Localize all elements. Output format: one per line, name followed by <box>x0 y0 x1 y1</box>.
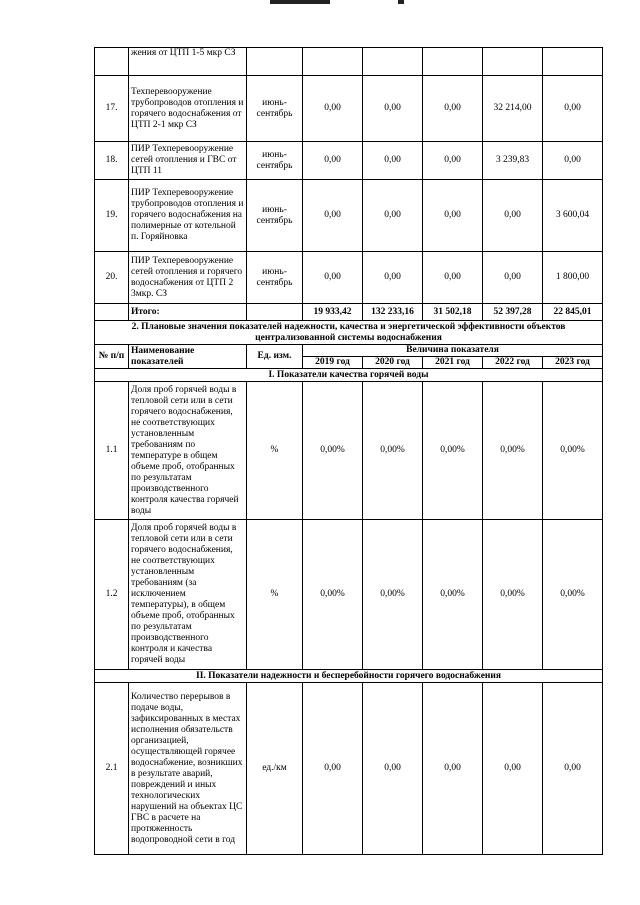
total-label: Итого: <box>129 304 247 321</box>
value-cell: 0,00 <box>303 180 363 252</box>
group-row <box>95 670 603 683</box>
value-cell: 0,00 <box>423 252 483 304</box>
value-cell: 0,00 <box>363 683 423 855</box>
total-value: 52 397,28 <box>483 304 543 321</box>
work-period: июнь-сентябрь <box>247 142 303 180</box>
table-row <box>95 252 603 304</box>
header-number: № п/п <box>95 345 129 369</box>
value-cell: 0,00 <box>543 142 603 180</box>
header-year: 2021 год <box>423 357 483 369</box>
value-cell: 0,00% <box>423 382 483 520</box>
table-row <box>95 76 603 142</box>
row-number: 17. <box>95 76 129 142</box>
row-number: 2.1 <box>95 683 129 855</box>
value-cell: 3 600,04 <box>543 180 603 252</box>
work-name: Техперевооружение трубопроводов отопления и горячего водоснабжения от ЦТП 2-1 мкр СЗ <box>129 76 247 142</box>
value-cell: 0,00 <box>303 252 363 304</box>
work-period: июнь-сентябрь <box>247 180 303 252</box>
work-name: ПИР Техперевооружение трубопроводов отопления и горячего водоснабжения на полимерные от котельной п. Горяйновка <box>129 180 247 252</box>
value-cell: 0,00 <box>483 683 543 855</box>
row-number: 20. <box>95 252 129 304</box>
total-value: 31 502,18 <box>423 304 483 321</box>
row-number: 1.2 <box>95 520 129 670</box>
section-title: 2. Плановые значения показателей надежности, качества и энергетической эффективности объектов централизованной системы водоснабжения <box>95 321 603 345</box>
value-cell: 0,00 <box>363 252 423 304</box>
value-cell: 0,00 <box>543 683 603 855</box>
value-cell: 0,00 <box>363 76 423 142</box>
row-number: 1.1 <box>95 382 129 520</box>
value-cell: 3 239,83 <box>483 142 543 180</box>
work-period: июнь-сентябрь <box>247 252 303 304</box>
indicator-unit: ед./км <box>247 683 303 855</box>
value-cell: 0,00 <box>423 683 483 855</box>
value-cell: 0,00% <box>543 520 603 670</box>
group-title: II. Показатели надежности и бесперебойности горячего водоснабжения <box>95 670 603 683</box>
value-cell: 0,00 <box>423 142 483 180</box>
value-cell: 0,00% <box>303 382 363 520</box>
indicator-name: Доля проб горячей воды в тепловой сети или в сети горячего водоснабжения, не соответствующих установленным требованиям по температуре в общем объеме проб, отобранных по результатам производственного контроля качества горячей воды <box>129 382 247 520</box>
work-name: ПИР Техперевооружение сетей отопления и горячего водоснабжения от ЦТП 2 3мкр. СЗ <box>129 252 247 304</box>
header-year: 2019 год <box>303 357 363 369</box>
indicator-name: Доля проб горячей воды в тепловой сети или в сети горячего водоснабжения, не соответствующих установленным требованиям (за исключением температуры), в общем объеме проб, отобранных по результатам производственного контроля и качества горячей воды <box>129 520 247 670</box>
value-cell: 0,00 <box>303 76 363 142</box>
value-cell: 0,00 <box>303 142 363 180</box>
value-cell: 0,00% <box>483 520 543 670</box>
value-cell: 1 800,00 <box>543 252 603 304</box>
section-title-row <box>95 321 603 345</box>
value-cell: 0,00 <box>423 76 483 142</box>
indicator-unit: % <box>247 382 303 520</box>
value-cell: 0,00% <box>363 520 423 670</box>
value-cell: 0,00 <box>483 180 543 252</box>
total-value: 19 933,42 <box>303 304 363 321</box>
work-name: жения от ЦТП 1-5 мкр СЗ <box>129 48 247 76</box>
value-cell: 0,00 <box>303 683 363 855</box>
table-row <box>95 48 603 76</box>
indicator-name: Количество перерывов в подаче воды, зафиксированных в местах исполнения обязательств организацией, осуществляющей горячее водоснабжение, возникших в результате аварий, повреждений и иных технологических нарушений на объектах ЦС ГВС в расчете на протяженность водопроводной сети в год <box>129 683 247 855</box>
document-table <box>94 47 603 855</box>
total-value: 22 845,01 <box>543 304 603 321</box>
value-cell: 0,00 <box>543 76 603 142</box>
value-cell: 32 214,00 <box>483 76 543 142</box>
header-year: 2020 год <box>363 357 423 369</box>
header-row <box>95 345 603 357</box>
table-row <box>95 520 603 670</box>
row-number <box>95 48 129 76</box>
header-value: Величина показателя <box>303 345 603 357</box>
value-cell: 0,00% <box>483 382 543 520</box>
value-cell: 0,00% <box>423 520 483 670</box>
value-cell: 0,00 <box>483 252 543 304</box>
table-row <box>95 382 603 520</box>
header-unit: Ед. изм. <box>247 345 303 369</box>
scan-mark <box>270 0 410 6</box>
group-row <box>95 369 603 382</box>
value-cell: 0,00 <box>423 180 483 252</box>
header-year: 2023 год <box>543 357 603 369</box>
work-period: июнь-сентябрь <box>247 76 303 142</box>
indicator-unit: % <box>247 520 303 670</box>
table-row <box>95 142 603 180</box>
table-row <box>95 180 603 252</box>
header-name: Наименование показателей <box>129 345 247 369</box>
work-name: ПИР Техперевооружение сетей отопления и ГВС от ЦТП 11 <box>129 142 247 180</box>
row-number: 19. <box>95 180 129 252</box>
total-value: 132 233,16 <box>363 304 423 321</box>
value-cell: 0,00% <box>303 520 363 670</box>
value-cell: 0,00% <box>363 382 423 520</box>
total-row <box>95 304 603 321</box>
header-year: 2022 год <box>483 357 543 369</box>
value-cell: 0,00 <box>363 142 423 180</box>
value-cell: 0,00 <box>363 180 423 252</box>
value-cell: 0,00% <box>543 382 603 520</box>
group-title: I. Показатели качества горячей воды <box>95 369 603 382</box>
table-row <box>95 683 603 855</box>
row-number: 18. <box>95 142 129 180</box>
